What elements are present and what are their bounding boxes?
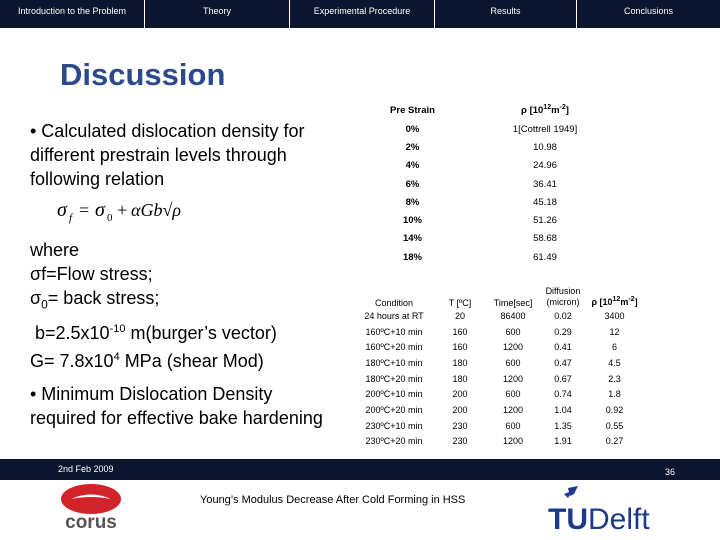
header-rho: ρ $[10^{12}m^{-2}]$ xyxy=(591,296,638,307)
table-row: 200ºC+20 min 200 1200 1.04 0.92 xyxy=(365,404,624,415)
header-time: Time[sec] xyxy=(493,298,533,308)
header-pre-strain: Pre Strain xyxy=(390,104,435,116)
definition-burgers-vector: $b=2.5x10^{-10}$ m(burger’s vector) xyxy=(35,322,277,343)
bullet-dislocation-density: • Calculated dislocation density for different prestrain levels through following relation xyxy=(30,121,305,189)
table-row: 18% 61.49 xyxy=(402,251,557,263)
table-header xyxy=(360,100,625,120)
bullet-minimum-density: • Minimum Dislocation Density required for effective bake hardening xyxy=(30,384,323,428)
header-rho: ρ $[10^{12}m^{-2}]$ xyxy=(521,103,569,117)
table-row: 200ºC+10 min 200 600 0.74 1.8 xyxy=(365,389,621,400)
header-condition: Condition xyxy=(374,298,414,308)
table-row: 230ºC+20 min 230 1200 1.91 0.27 xyxy=(365,436,624,447)
formula-equals: = xyxy=(79,200,90,220)
tudelft-logo-delft: Delft xyxy=(588,503,650,532)
header-diffusion: Diffusion (micron) xyxy=(545,286,581,307)
formula-sigma-f: σ xyxy=(57,199,67,221)
definition-flow-stress: σf=Flow stress; xyxy=(30,264,153,284)
header-temperature: T [ºC] xyxy=(448,298,472,308)
table-row: 230ºC+10 min 230 600 1.35 0.55 xyxy=(365,420,624,431)
definitions-block xyxy=(30,238,350,373)
definition-back-stress: $\sigma_0=$ back stress; xyxy=(30,288,160,312)
table-row: 8% 45.18 xyxy=(405,196,557,208)
formula-sigma-0-sub: 0 xyxy=(107,212,113,224)
tudelft-logo-text xyxy=(548,503,650,532)
formula-rhs: αGb√ρ xyxy=(131,200,181,220)
table-row: 0% 1[Cottrell 1949] xyxy=(405,123,578,135)
definition-shear-modulus: $G= 7.8x10^4$ MPa (shear Mod) xyxy=(30,350,264,371)
formula-sigma-f-sub: f xyxy=(69,212,73,224)
formula-sigma-0: σ xyxy=(95,199,105,221)
footer-date: 2nd Feb 2009 xyxy=(58,464,114,474)
tudelft-logo-tu: TU xyxy=(548,503,588,532)
page-number: 36 xyxy=(665,467,676,477)
flow-stress-formula xyxy=(55,192,190,228)
nav-tab-introduction[interactable]: Introduction to the Problem xyxy=(0,0,145,28)
where-label: where xyxy=(30,240,80,260)
nav-tab-results[interactable]: Results xyxy=(435,0,577,28)
formula-plus: + xyxy=(117,200,128,220)
footer-caption: Young’s Modulus Decrease After Cold Forming in HSS xyxy=(200,494,466,506)
table-row: 180ºC+20 min 180 1200 0.67 2.3 xyxy=(365,373,621,384)
corus-logo xyxy=(36,482,146,532)
table-row: 180ºC+10 min 180 600 0.47 4.5 xyxy=(365,357,621,368)
bake-hardening-table xyxy=(355,280,642,449)
tudelft-logo xyxy=(548,484,663,532)
table-row: 10% 51.26 xyxy=(402,215,557,227)
table-row: 160ºC+20 min 160 1200 0.41 6 xyxy=(365,342,617,353)
nav-tab-experimental-procedure[interactable]: Experimental Procedure xyxy=(290,0,435,28)
table-row: 4% 24.96 xyxy=(405,160,557,172)
slide-title: Discussion xyxy=(60,57,226,92)
table-row: 24 hours at RT 20 86400 0.02 3400 xyxy=(364,310,625,321)
nav-tab-conclusions[interactable]: Conclusions xyxy=(623,6,674,16)
corus-logo-text: corus xyxy=(65,512,117,532)
table-row: 6% 36.41 xyxy=(405,178,557,190)
table-row: 14% 58.68 xyxy=(402,233,557,245)
table-header xyxy=(355,280,642,308)
prestrain-table xyxy=(360,100,625,266)
corus-logo-mark xyxy=(61,484,121,514)
table-row: 160ºC+10 min 160 600 0.29 12 xyxy=(365,326,620,337)
top-nav xyxy=(0,0,720,28)
table-row: 2% 10.98 xyxy=(405,141,557,153)
nav-tab-theory[interactable]: Theory xyxy=(145,0,290,28)
